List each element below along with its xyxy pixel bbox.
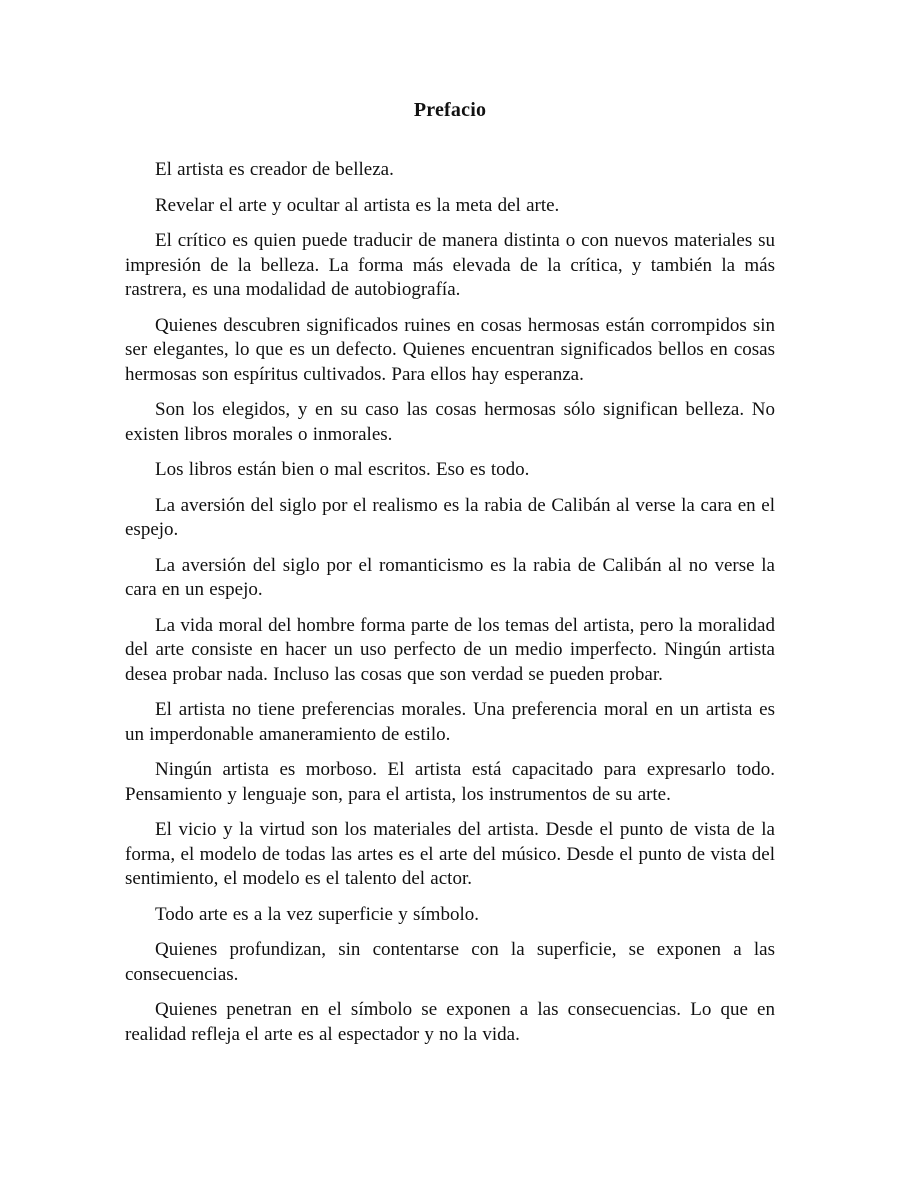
paragraph: La aversión del siglo por el romanticismo es la rabia de Calibán al no verse la cara en un espejo.	[125, 554, 775, 600]
document-body	[125, 158, 775, 1047]
page-title: Prefacio	[413, 99, 487, 121]
paragraph: El artista es creador de belleza.	[155, 159, 394, 180]
paragraph: Son los elegidos, y en su caso las cosas hermosas sólo significan belleza. No existen libros morales o inmorales.	[125, 399, 775, 445]
paragraph: El crítico es quien puede traducir de manera distinta o con nuevos materiales su impresión de la belleza. La forma más elevada de la crítica, y también la más rastrera, es una modalidad de autobiografía.	[125, 230, 775, 300]
paragraph: Revelar el arte y ocultar al artista es la meta del arte.	[155, 194, 560, 216]
paragraph: Los libros están bien o mal escritos. Eso es todo.	[155, 459, 530, 480]
paragraph: Quienes descubren significados ruines en cosas hermosas están corrompidos sin ser elegantes, lo que es un defecto. Quienes encuentran significados bellos en cosas hermosas son espíritus cultivados. Para ellos hay esperanza.	[125, 314, 775, 385]
paragraph: Ningún artista es morboso. El artista está capacitado para expresarlo todo. Pensamiento y lenguaje son, para el artista, los instrumentos de su arte.	[125, 759, 775, 805]
paragraph: El artista no tiene preferencias morales. Una preferencia moral en un artista es un imperdonable amaneramiento de estilo.	[125, 699, 775, 745]
paragraph: Todo arte es a la vez superficie y símbolo.	[155, 903, 479, 925]
paragraph: Quienes penetran en el símbolo se exponen a las consecuencias. Lo que en realidad refleja el arte es al espectador y no la vida.	[125, 999, 775, 1045]
paragraph: El vicio y la virtud son los materiales del artista. Desde el punto de vista de la forma, el modelo de todas las artes es el arte del músico. Desde el punto de vista del sentimiento, el modelo es el talento del actor.	[125, 819, 775, 889]
paragraph: La aversión del siglo por el realismo es la rabia de Calibán al verse la cara en el espejo.	[125, 494, 775, 540]
paragraph: La vida moral del hombre forma parte de los temas del artista, pero la moralidad del arte consiste en hacer un uso perfecto de un medio imperfecto. Ningún artista desea probar nada. Incluso las cosas que son verdad se pueden probar.	[125, 614, 775, 685]
paragraph: Quienes profundizan, sin contentarse con la superficie, se exponen a las consecuencias.	[125, 939, 775, 985]
